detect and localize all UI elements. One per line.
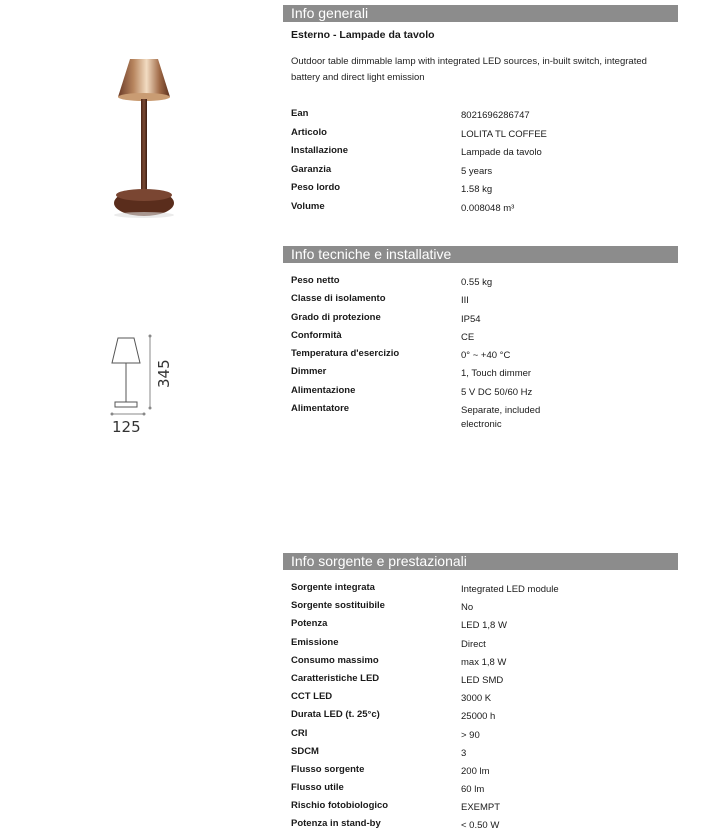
spec-row [291,728,681,746]
spec-value: 1.58 kg [461,184,493,195]
spec-value: < 0.50 W [461,820,500,832]
spec-value: 0.008048 m³ [461,202,515,214]
spec-label: Ean [291,108,309,119]
spec-value: LOLITA TL COFFEE [461,128,547,140]
spec-label: Temperatura d'esercizio [291,348,400,360]
product-photo [104,55,184,220]
dimension-drawing [100,328,160,418]
spec-value: 5 years [461,165,493,177]
spec-row [291,637,681,655]
spec-row [291,127,681,146]
spec-row [291,582,681,600]
spec-value: LED SMD [461,674,504,686]
spec-value: 0° ~ +40 °C [461,350,511,362]
spec-label: Alimentazione [291,384,356,396]
spec-label: Articolo [291,126,327,138]
spec-value: 0.55 kg [461,277,493,288]
spec-value: CE [461,331,475,343]
spec-label: Volume [291,200,325,212]
spec-label: Peso netto [291,275,340,286]
spec-value: 200 lm [461,765,490,777]
spec-label: Sorgente integrata [291,582,375,593]
spec-label: Flusso utile [291,782,344,794]
spec-row [291,145,681,164]
spec-label: Classe di isolamento [291,293,386,305]
spec-value: 1, Touch dimmer [461,368,532,380]
spec-row [291,201,681,220]
spec-value: IP54 [461,313,481,325]
spec-row [291,709,681,727]
spec-value: Direct [461,638,486,650]
spec-value: LED 1,8 W [461,620,507,632]
spec-row [291,691,681,709]
spec-label: Alimentatore [291,403,350,415]
spec-value: III [461,295,469,307]
spec-label: Rischio fotobiologico [291,800,389,812]
spec-value: No [461,602,474,614]
spec-value: EXEMPT [461,802,501,814]
spec-label: Installazione [291,145,349,156]
technical-specs [291,275,681,437]
spec-label: Garanzia [291,163,332,175]
spec-label: Caratteristiche LED [291,672,380,684]
spec-label: CCT LED [291,691,333,703]
spec-value: 60 lm [461,784,485,796]
spec-row [291,618,681,636]
spec-value: Integrated LED module [461,584,559,595]
spec-value: 3000 K [461,693,492,705]
spec-label: Sorgente sostituibile [291,600,385,612]
spec-label: Durata LED (t. 25°c) [291,709,380,721]
spec-label: Conformità [291,329,342,341]
spec-row [291,312,681,330]
spec-value: 5 V DC 50/60 Hz [461,386,533,398]
product-category: Esterno - Lampade da tavolo [291,29,435,41]
spec-row [291,782,681,800]
product-description: Outdoor table dimmable lamp with integrated LED sources, in-built switch, integrated battery and direct light emission [291,56,647,83]
spec-row [291,673,681,691]
dimension-width-label: 125 [112,418,141,436]
section-header-general: Info generali [283,5,678,22]
general-specs [291,108,681,219]
spec-row [291,600,681,618]
spec-row [291,348,681,366]
spec-value: 8021696286747 [461,110,530,121]
spec-label: Flusso sorgente [291,763,365,775]
spec-label: Potenza in stand-by [291,818,381,830]
spec-row [291,800,681,818]
spec-row [291,403,681,437]
spec-row [291,366,681,384]
spec-label: Dimmer [291,366,327,378]
spec-label: Grado di protezione [291,311,381,323]
spec-row [291,164,681,183]
spec-row [291,764,681,782]
spec-label: SDCM [291,745,319,757]
spec-row [291,655,681,673]
spec-value: Lampade da tavolo [461,147,542,158]
spec-value: max 1,8 W [461,656,507,668]
spec-value: 3 [461,747,467,759]
spec-label: CRI [291,727,308,739]
spec-label: Emissione [291,636,339,648]
section-header-source: Info sorgente e prestazionali [283,553,678,570]
spec-label: Potenza [291,618,328,630]
spec-label: Consumo massimo [291,654,379,666]
dimension-height-label: 345 [155,359,173,388]
source-specs [291,582,681,837]
spec-value: > 90 [461,729,480,741]
spec-value: 25000 h [461,711,496,723]
spec-row [291,746,681,764]
spec-value: Separate, included electronic [461,405,541,431]
spec-row [291,275,681,293]
spec-row [291,293,681,311]
spec-row [291,182,681,201]
spec-row [291,385,681,403]
spec-row [291,108,681,127]
section-header-technical: Info tecniche e installative [283,246,678,263]
spec-label: Peso lordo [291,182,341,193]
spec-row [291,818,681,836]
spec-row [291,330,681,348]
